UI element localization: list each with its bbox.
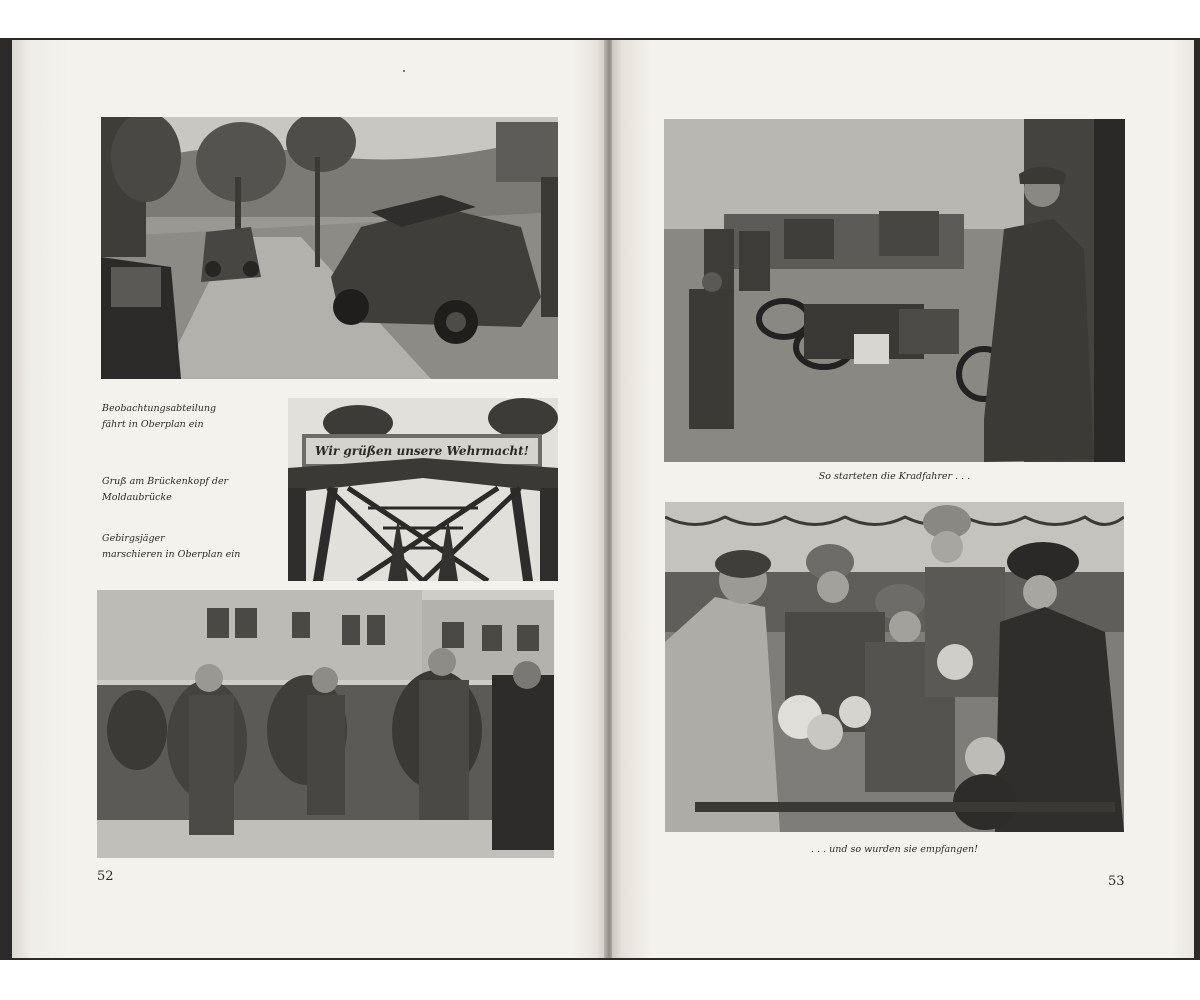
banner-text: Wir grüßen unsere Wehrmacht! [315, 444, 529, 458]
photo-armored-car [101, 117, 558, 379]
caption-motorcyclists: So starteten die Kradfahrer . . . [818, 471, 971, 482]
caption-bridgehead: Gruß am Brückenkopf der Moldaubrücke [102, 476, 229, 503]
photo-mountain-troops [97, 590, 554, 858]
photo-welcomed [665, 502, 1124, 832]
caption-observation-unit: Beobachtungsabteilung fährt in Oberplan ein [102, 403, 217, 430]
photo-motorcyclists [664, 119, 1125, 462]
page-number-right: 53 [1108, 874, 1125, 889]
caption-welcomed: . . . und so wurden sie empfangen! [811, 844, 978, 855]
paper-speck [403, 70, 405, 72]
page-number-left: 52 [97, 869, 114, 884]
photo-bridge-banner [288, 398, 558, 581]
caption-mountain-troops: Gebirgsjäger marschieren in Oberplan ein [102, 533, 241, 560]
